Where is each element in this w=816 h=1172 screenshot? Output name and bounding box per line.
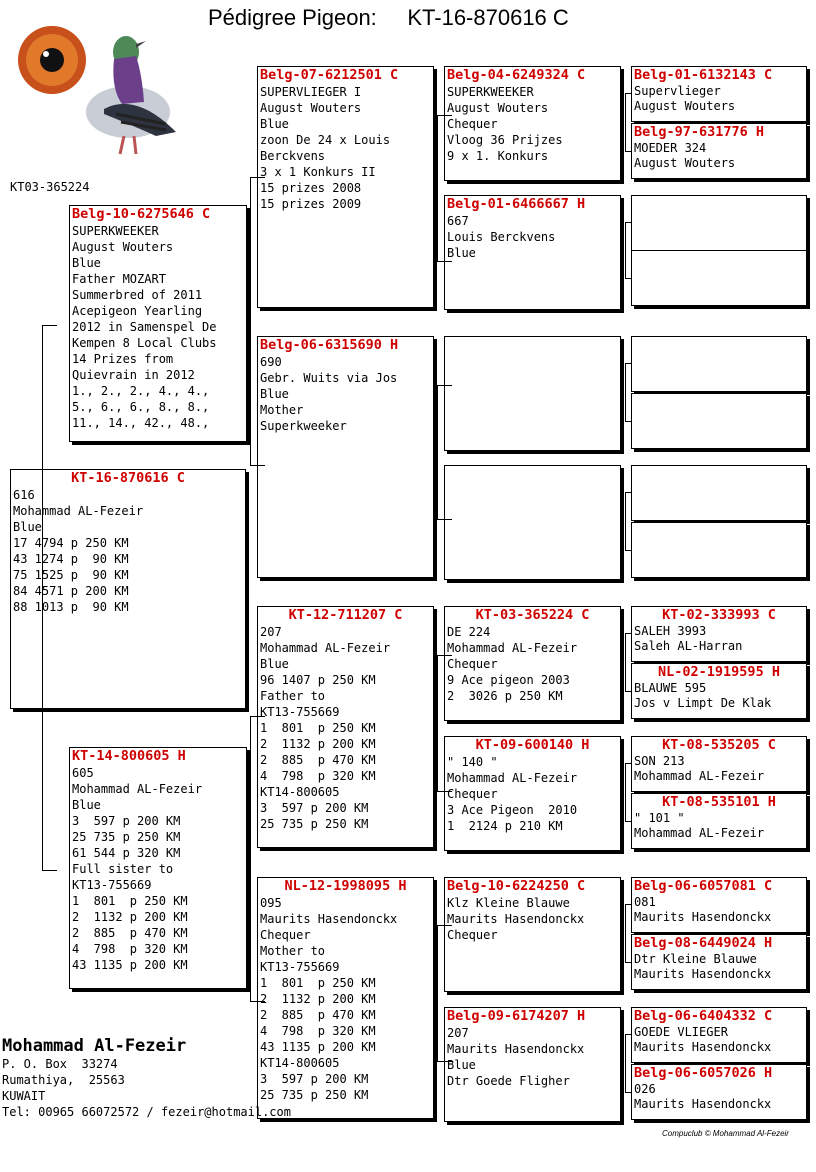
pedigree-box-fmm [444, 465, 621, 580]
pigeon-detail-line: Dtr Kleine Blauwe [634, 952, 757, 966]
pigeon-detail-line: August Wouters [72, 240, 174, 254]
ring-number: Belg-10-6275646 C [72, 206, 211, 222]
ring-number: NL-02-1919595 H [658, 664, 780, 680]
pigeon-detail-line: 96 1407 p 250 KM [260, 673, 376, 687]
ring-number: Belg-01-6132143 C [634, 67, 773, 83]
pedigree-box-father [69, 205, 247, 442]
pigeon-detail-line: Mohammad AL-Fezeir [260, 641, 391, 655]
pigeon-detail-line: August Wouters [447, 101, 549, 115]
pigeon-detail-line: August Wouters [260, 101, 362, 115]
pigeon-detail-line: Mohammad AL-Fezeir [447, 771, 578, 785]
pigeon-detail-line: Maurits Hasendonckx [447, 1042, 585, 1056]
pigeon-detail-line: 1 801 p 250 KM [72, 894, 188, 908]
owner-block [2, 1036, 291, 1120]
pigeon-detail-line: Maurits Hasendonckx [634, 910, 772, 924]
pigeon-detail-line: 25 735 p 250 KM [260, 817, 369, 831]
tree-connector [625, 904, 632, 963]
pigeon-detail-line: Klz Kleine Blauwe [447, 896, 570, 910]
pigeon-detail-line: Superkweeker [260, 419, 347, 433]
pedigree-box-g12 [631, 793, 807, 849]
pedigree-box-fff [444, 66, 621, 181]
tree-connector [625, 363, 632, 422]
pigeon-detail-line: Maurits Hasendonckx [634, 1097, 772, 1111]
ring-number: KT-14-800605 H [72, 748, 186, 764]
pigeon-detail-line: 14 Prizes from [72, 352, 174, 366]
pigeon-detail-line: 5., 6., 6., 8., 8., [72, 400, 210, 414]
pigeon-detail-line: 9 Ace pigeon 2003 [447, 673, 570, 687]
pigeon-photo [16, 14, 184, 164]
pigeon-detail-line: 1 801 p 250 KM [260, 721, 376, 735]
pigeon-detail-line: 2 1132 p 200 KM [260, 992, 376, 1006]
pigeon-detail-line: Blue [260, 657, 289, 671]
pigeon-detail-line: Chequer [447, 787, 498, 801]
pigeon-detail-line: 3 597 p 200 KM [260, 1072, 369, 1086]
pigeon-detail-line: Gebr. Wuits via Jos [260, 371, 398, 385]
pigeon-detail-line: 25 735 p 250 KM [72, 830, 181, 844]
ring-number: Belg-06-6057026 H [634, 1065, 773, 1081]
pigeon-detail-line: Blue [447, 246, 476, 260]
pigeon-detail-line: Maurits Hasendonckx [634, 1040, 772, 1054]
pigeon-detail-line: Blue [260, 387, 289, 401]
pigeon-detail-line: 1 2124 p 210 KM [447, 819, 563, 833]
pedigree-box-mf [257, 606, 434, 848]
pedigree-box-mfm [444, 736, 621, 851]
ring-number: KT-03-365224 C [475, 607, 590, 623]
pedigree-box-g3 [631, 195, 807, 251]
pigeon-detail-line: SUPERVLIEGER I [260, 85, 362, 99]
pigeon-detail-line: Chequer [260, 928, 311, 942]
tree-connector [437, 385, 452, 520]
tree-connector [437, 655, 452, 792]
pigeon-detail-line: Kempen 8 Local Clubs [72, 336, 217, 350]
pigeon-detail-line: BLAUWE 595 [634, 681, 707, 695]
pigeon-detail-line: Dtr Goede Fligher [447, 1074, 570, 1088]
ring-number: Belg-07-6212501 C [260, 67, 399, 83]
pigeon-detail-line: Chequer [447, 657, 498, 671]
pigeon-detail-line: 690 [260, 355, 282, 369]
footer-credit: Compuclub © Mohammad Al-Fezeir [662, 1129, 789, 1138]
pigeon-detail-line: MOEDER 324 [634, 141, 707, 155]
pigeon-detail-line: 15 prizes 2009 [260, 197, 362, 211]
pigeon-detail-line: KT14-800605 [260, 1056, 340, 1070]
pigeon-detail-line: Mohammad AL-Fezeir [13, 504, 144, 518]
pedigree-box-g14 [631, 934, 807, 990]
tree-connector [625, 93, 632, 152]
pigeon-detail-line: KT13-755669 [260, 960, 340, 974]
owner-address-line: P. O. Box 33274 [2, 1057, 118, 1071]
pigeon-detail-line: 2 885 p 470 KM [72, 926, 188, 940]
pigeon-detail-line: SUPERKWEEKER [447, 85, 534, 99]
tree-connector [437, 115, 452, 262]
pigeon-detail-line: 15 prizes 2008 [260, 181, 362, 195]
pigeon-detail-line: Mohammad AL-Fezeir [447, 641, 578, 655]
ring-number: NL-12-1998095 H [284, 878, 407, 894]
pedigree-box-g8 [631, 522, 807, 578]
pigeon-detail-line: Chequer [447, 117, 498, 131]
pigeon-detail-line: SON 213 [634, 754, 685, 768]
tree-connector [625, 1034, 632, 1093]
pedigree-box-mmf [444, 877, 621, 992]
pigeon-detail-line: Saleh AL-Harran [634, 639, 743, 653]
pigeon-detail-line: Quievrain in 2012 [72, 368, 195, 382]
pedigree-box-fm [257, 336, 434, 578]
pigeon-detail-line: GOEDE VLIEGER [634, 1025, 728, 1039]
photo-caption: KT03-365224 [10, 180, 90, 194]
pigeon-detail-line: DE 224 [447, 625, 491, 639]
pigeon-detail-line: " 101 " [634, 811, 685, 825]
pedigree-box-g10 [631, 663, 807, 719]
pigeon-body-icon [86, 36, 176, 154]
pigeon-detail-line: August Wouters [634, 156, 736, 170]
ring-number: Belg-06-6315690 H [260, 337, 399, 353]
pedigree-box-g16 [631, 1064, 807, 1120]
pigeon-detail-line: 3 Ace Pigeon 2010 [447, 803, 578, 817]
pigeon-detail-line: 75 1525 p 90 KM [13, 568, 129, 582]
pigeon-detail-line: Mohammad AL-Fezeir [634, 769, 765, 783]
pigeon-detail-line: 616 [13, 488, 35, 502]
pigeon-detail-line: Mother [260, 403, 304, 417]
ring-number: Belg-97-631776 H [634, 124, 765, 140]
tree-connector [625, 763, 632, 822]
ring-number: Belg-08-6449024 H [634, 935, 773, 951]
pigeon-detail-line: Mother to [260, 944, 326, 958]
pigeon-detail-line: 026 [634, 1082, 656, 1096]
pigeon-detail-line: 207 [260, 625, 282, 639]
pedigree-box-g2 [631, 123, 807, 179]
pigeon-detail-line: 3 597 p 200 KM [260, 801, 369, 815]
pigeon-detail-line: 605 [72, 766, 94, 780]
ring-number: Belg-09-6174207 H [447, 1008, 586, 1024]
pigeon-detail-line: 3 597 p 200 KM [72, 814, 181, 828]
pigeon-detail-line: Blue [447, 1058, 476, 1072]
pigeon-detail-line: Blue [72, 798, 101, 812]
owner-address-line: Rumathiya, 25563 [2, 1073, 125, 1087]
pigeon-detail-line: Full sister to [72, 862, 174, 876]
pigeon-detail-line: Maurits Hasendonckx [634, 967, 772, 981]
pigeon-detail-line: Mohammad AL-Fezeir [72, 782, 203, 796]
pedigree-box-g15 [631, 1007, 807, 1063]
ring-number: KT-08-535101 H [662, 794, 776, 810]
pigeon-detail-line: Berckvens [260, 149, 326, 163]
pedigree-box-ffm [444, 195, 621, 310]
pigeon-detail-line: 1 801 p 250 KM [260, 976, 376, 990]
ring-number: KT-09-600140 H [475, 737, 590, 753]
pedigree-box-g13 [631, 877, 807, 933]
ring-number: KT-16-870616 C [71, 470, 185, 486]
tree-connector [625, 492, 632, 551]
pedigree-box-mff [444, 606, 621, 721]
pigeon-detail-line: Acepigeon Yearling [72, 304, 203, 318]
pedigree-box-g1 [631, 66, 807, 122]
ring-number: Belg-06-6057081 C [634, 878, 773, 894]
pedigree-box-g6 [631, 393, 807, 449]
tree-connector [250, 716, 265, 1002]
pigeon-detail-line: Blue [13, 520, 42, 534]
pedigree-box-g4 [631, 250, 807, 306]
pigeon-detail-line: Father to [260, 689, 326, 703]
pigeon-detail-line: 17 4794 p 250 KM [13, 536, 129, 550]
pedigree-box-mmm [444, 1007, 621, 1122]
tree-connector [625, 222, 632, 279]
pigeon-detail-line: 2012 in Samenspel De [72, 320, 217, 334]
ring-number: Belg-10-6224250 C [447, 878, 586, 894]
pigeon-detail-line: Mohammad AL-Fezeir [634, 826, 765, 840]
pedigree-box-g5 [631, 336, 807, 392]
tree-connector [437, 925, 452, 1062]
pigeon-detail-line: Louis Berckvens [447, 230, 556, 244]
ring-number: KT-12-711207 C [288, 607, 403, 623]
ring-number: KT-08-535205 C [662, 737, 776, 753]
tree-connector [250, 177, 265, 466]
ring-number: Belg-01-6466667 H [447, 196, 586, 212]
pigeon-detail-line: KT13-755669 [260, 705, 340, 719]
pigeon-detail-line: 43 1135 p 200 KM [72, 958, 188, 972]
owner-country: KUWAIT [2, 1089, 46, 1103]
pigeon-detail-line: SUPERKWEEKER [72, 224, 159, 238]
owner-name: Mohammad Al-Fezeir [2, 1036, 187, 1056]
tree-connector [42, 325, 57, 871]
pigeon-detail-line: KT14-800605 [260, 785, 340, 799]
pigeon-detail-line: 2 885 p 470 KM [260, 753, 376, 767]
pigeon-detail-line: 081 [634, 895, 656, 909]
pedigree-box-fmf [444, 336, 621, 451]
pigeon-detail-line: 4 798 p 320 KM [260, 1024, 376, 1038]
pigeon-detail-line: 4 798 p 320 KM [72, 942, 188, 956]
pigeon-detail-line: 25 735 p 250 KM [260, 1088, 369, 1102]
pigeon-detail-line: 2 1132 p 200 KM [72, 910, 188, 924]
pigeon-detail-line: August Wouters [634, 99, 736, 113]
pigeon-detail-line: 667 [447, 214, 469, 228]
pigeon-detail-line: 61 544 p 320 KM [72, 846, 181, 860]
pigeon-detail-line: 88 1013 p 90 KM [13, 600, 129, 614]
ring-number: Belg-06-6404332 C [634, 1008, 773, 1024]
page-title: Pédigree Pigeon: KT-16-870616 C [208, 5, 569, 30]
pigeon-detail-line: Supervlieger [634, 84, 721, 98]
pigeon-detail-line: 3 x 1 Konkurs II [260, 165, 376, 179]
pigeon-detail-line: 84 4571 p 200 KM [13, 584, 129, 598]
pigeon-detail-line: Chequer [447, 928, 498, 942]
pigeon-detail-line: Jos v Limpt De Klak [634, 696, 772, 710]
pigeon-detail-line: 207 [447, 1026, 469, 1040]
tree-connector [625, 633, 632, 692]
pigeon-detail-line: Maurits Hasendonckx [447, 912, 585, 926]
pigeon-detail-line: Maurits Hasendonckx [260, 912, 398, 926]
owner-contact: Tel: 00965 66072572 / fezeir@hotmail.com [2, 1105, 291, 1119]
pigeon-detail-line: 2 1132 p 200 KM [260, 737, 376, 751]
pigeon-detail-line: Summerbred of 2011 [72, 288, 203, 302]
pigeon-detail-line: 4 798 p 320 KM [260, 769, 376, 783]
pigeon-detail-line: 43 1274 p 90 KM [13, 552, 129, 566]
pedigree-box-mother [69, 747, 247, 989]
pigeon-detail-line: Vloog 36 Prijzes [447, 133, 563, 147]
pigeon-detail-line: zoon De 24 x Louis [260, 133, 391, 147]
pigeon-detail-line: KT13-755669 [72, 878, 152, 892]
pigeon-detail-line: 2 3026 p 250 KM [447, 689, 563, 703]
pigeon-detail-line: 11., 14., 42., 48., [72, 416, 210, 430]
ring-number: Belg-04-6249324 C [447, 67, 586, 83]
pigeon-detail-line: 1., 2., 2., 4., 4., [72, 384, 210, 398]
pigeon-detail-line: Blue [72, 256, 101, 270]
pedigree-box-g7 [631, 465, 807, 521]
pigeon-detail-line: SALEH 3993 [634, 624, 707, 638]
pedigree-box-ff [257, 66, 434, 308]
pedigree-box-g11 [631, 736, 807, 792]
pigeon-detail-line: Father MOZART [72, 272, 166, 286]
pigeon-detail-line: 2 885 p 470 KM [260, 1008, 376, 1022]
pedigree-box-g9 [631, 606, 807, 662]
pigeon-detail-line: " 140 " [447, 755, 498, 769]
pigeon-detail-line: Blue [260, 117, 289, 131]
ring-number: KT-02-333993 C [662, 607, 776, 623]
pigeon-detail-line: 43 1135 p 200 KM [260, 1040, 376, 1054]
pigeon-detail-line: 095 [260, 896, 282, 910]
pigeon-detail-line: 9 x 1. Konkurs [447, 149, 549, 163]
